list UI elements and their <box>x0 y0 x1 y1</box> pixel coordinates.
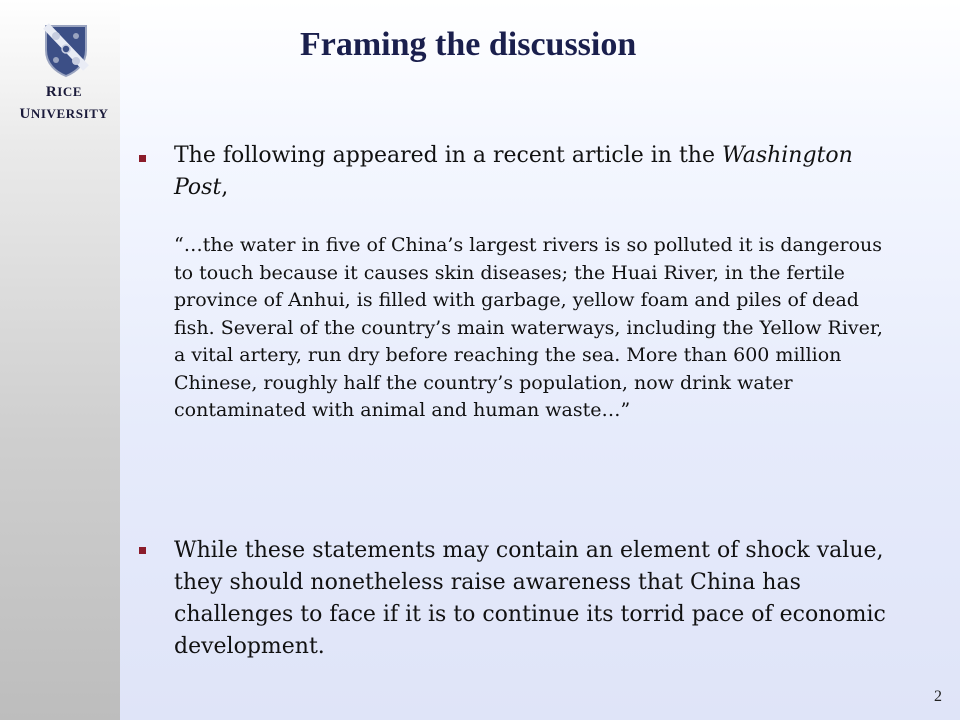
page-number: 2 <box>934 688 942 705</box>
article-quote: “…the water in five of China’s largest rivers is so polluted it is dangerous to touch because it causes skin diseases; the Huai River, in the fertile province of Anhui, is filled with garbage, yellow foam and piles of dead fish. Several of the country’s main waterways, including the Yellow River, a vital artery, run dry before reaching the sea. More than 600 million Chinese, roughly half the country’s population, now drink water contaminated with animal and human waste…” <box>174 234 883 421</box>
logo-text-rice: RICE <box>45 84 83 100</box>
sidebar <box>0 0 120 720</box>
bullet-marker <box>139 155 146 162</box>
publication-name: Washington Post <box>174 143 853 200</box>
logo-text-university: UNIVERSITY <box>19 106 109 122</box>
rice-shield-logo-icon <box>42 22 90 78</box>
bullet-text-1: The following appeared in a recent article in the Washington Post, <box>174 143 853 200</box>
bullet-text-2: While these statements may contain an element of shock value, they should nonetheless raise awareness that China has challenges to face if it is to continue its torrid pace of economic development. <box>174 538 886 659</box>
slide-title: Framing the discussion <box>300 26 637 63</box>
bullet-marker <box>139 547 146 554</box>
